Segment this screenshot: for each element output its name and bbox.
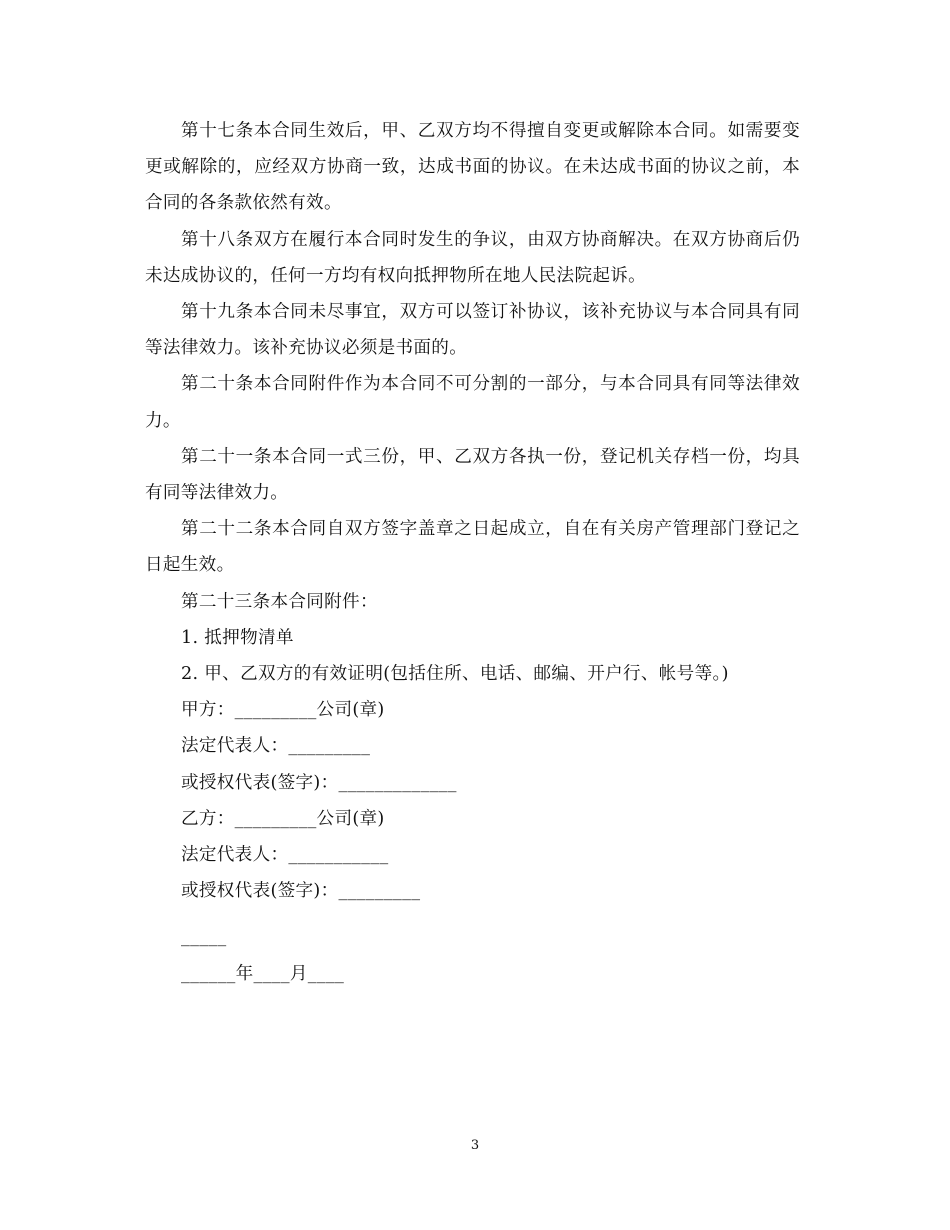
article-17-paragraph: 第十七条本合同生效后，甲、乙双方均不得擅自变更或解除本合同。如需要变更或解除的，应经双方协商一致，达成书面的协议。在未达成书面的协议之前，本合同的各条款依然有效。 xyxy=(145,121,800,214)
article-19-paragraph: 第十九条本合同未尽事宜，双方可以签订补协议，该补充协议与本合同具有同等法律效力。该补充协议必须是书面的。 xyxy=(145,302,800,359)
article-22-paragraph: 第二十二条本合同自双方签字盖章之日起成立，自在有关房产管理部门登记之日起生效。 xyxy=(145,519,800,576)
blank-signature-line: _____ xyxy=(181,927,227,948)
party-a-authorized-representative: 或授权代表(签字)：_____________ xyxy=(181,772,457,793)
party-b-authorized-representative: 或授权代表(签字)：_________ xyxy=(181,881,421,902)
party-b-line: 乙方：_________公司(章) xyxy=(181,808,385,829)
contract-body xyxy=(145,113,800,992)
article-21-paragraph: 第二十一条本合同一式三份，甲、乙双方各执一份，登记机关存档一份，均具有同等法律效力。 xyxy=(145,446,800,504)
attachment-item-1: 1. 抵押物清单 xyxy=(181,627,294,648)
attachment-item-2: 2. 甲、乙双方的有效证明(包括住所、电话、邮编、开户行、帐号等。) xyxy=(181,664,729,685)
page-number: 3 xyxy=(470,1138,480,1153)
party-b-legal-representative: 法定代表人：___________ xyxy=(181,845,389,866)
date-line: ______年____月____ xyxy=(181,963,345,984)
party-a-legal-representative: 法定代表人：_________ xyxy=(181,736,371,757)
article-20-paragraph: 第二十条本合同附件作为本合同不可分割的一部分，与本合同具有同等法律效力。 xyxy=(145,374,800,431)
party-a-line: 甲方：_________公司(章) xyxy=(181,700,385,721)
article-18-paragraph: 第十八条双方在履行本合同时发生的争议，由双方协商解决。在双方协商后仍未达成协议的，任何一方均有权向抵押物所在地人民法院起诉。 xyxy=(145,229,800,286)
article-23-heading: 第二十三条本合同附件： xyxy=(181,591,378,612)
